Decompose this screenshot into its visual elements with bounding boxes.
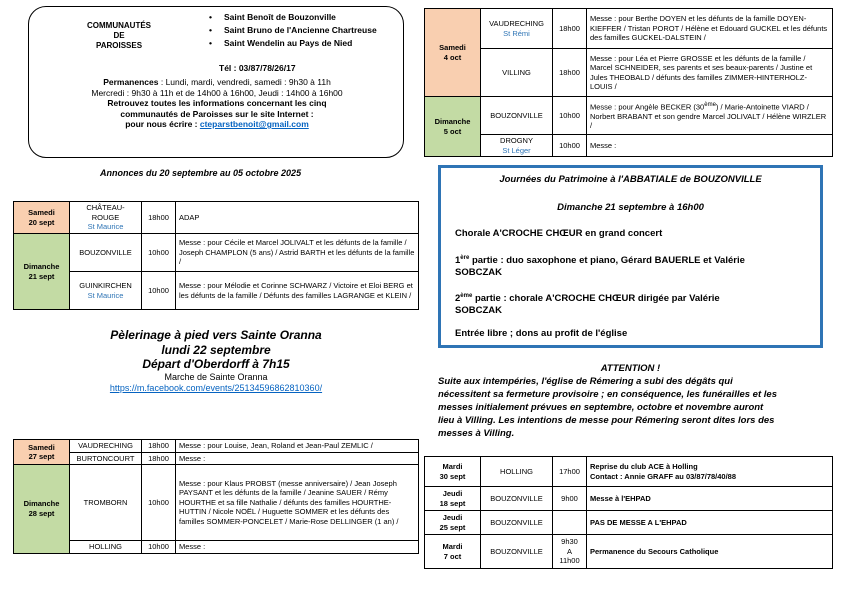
permanence-info: Permanences : Lundi, mardi, vendredi, samedi : 9h30 à 11h Mercredi : 9h30 à 11h et de 14h00 à 16h00, Jeudi : 14h00 à 16h00 Retrouvez toutes les informations concernant les cinq communautés de Paroisses sur le site Internet : pour nous écrire : cteparstbenoit@gmail.com (91, 77, 343, 129)
annonces-title: Annonces du 20 septembre au 05 octobre 2025 (100, 168, 302, 178)
patrimoine-date: Dimanche 21 septembre à 16h00 (557, 202, 704, 213)
table-row: Dimanche 28 sept TROMBORN 10h00 Messe : pour Klaus PROBST (messe anniversaire) / Jean Joseph PAYSANT et les défunts de la famille / Jeanine SAUER / Rémy HOURTHE et sa fille Nathalie / défunts des familles HOURTHE-HUTTIN / Nicole NOËL / Huguette SOMMER et les défunts des familles SOMMER-PONCELET / Marie-Rose DELLINGER (1 an) / (14, 465, 419, 541)
table-row: HOLLING 10h00 Messe : (14, 541, 419, 554)
patrimoine-concert: Chorale A'CROCHE CHŒUR en grand concert (455, 228, 663, 239)
parish-list (209, 11, 377, 50)
telephone: Tél : 03/87/78/26/17 (219, 63, 296, 73)
schedule-table-2 (13, 439, 419, 554)
schedule-table-4 (424, 456, 833, 569)
org-name: COMMUNAUTÉS DE PAROISSES (87, 21, 151, 50)
patrimoine-part-1: 1ère partie : duo saxophone et piano, Gérard BAUERLE et Valérie SOBCZAK (455, 255, 745, 279)
attention-notice: ATTENTION ! Suite aux intempéries, l'église de Rémering a subi des dégâts qui nécessitent sa fermeture provisoire ; en conséquence, les funérailles et les messes initialement prévues en septembre, octobre et novembre auront lieu à Villing. Les intentions de messe pour Rémering seront dites lors des messes à Villing. (438, 363, 777, 439)
table-row: Mardi 7 oct BOUZONVILLE 9h30 A 11h00 Permanence du Secours Catholique (425, 535, 833, 569)
table-row: Mardi 30 sept HOLLING 17h00 Reprise du club ACE à Holling Contact : Annie GRAFF au 03/87/78/40/88 (425, 457, 833, 487)
patrimoine-part-2: 2ème partie : chorale A'CROCHE CHŒUR dirigée par Valérie SOBCZAK (455, 293, 720, 317)
table-row: Samedi 20 sept CHÂTEAU-ROUGE St Maurice 18h00 ADAP (14, 202, 419, 234)
table-row: Dimanche 5 oct BOUZONVILLE 10h00 Messe : pour Angèle BECKER (30ème) / Marie-Antoinette VIARD / Norbert BRABANT et son gendre Marcel JOLIVALT / Hélène WIRZLER / (425, 97, 833, 135)
table-row: Dimanche 21 sept BOUZONVILLE 10h00 Messe : pour Cécile et Marcel JOLIVALT et les défunts de la famille / Joseph CHAMPLON (5 ans) / Astrid BARTH et les défunts de la famille / (14, 234, 419, 272)
table-row: DROGNY St Léger 10h00 Messe : (425, 135, 833, 157)
parish-item: • Saint Bruno de l'Ancienne Chartreuse (209, 24, 377, 37)
parish-item: • Saint Benoît de Bouzonville (209, 11, 377, 24)
table-row: Jeudi 18 sept BOUZONVILLE 9h00 Messe à l'EHPAD (425, 487, 833, 511)
table-row: Jeudi 25 sept BOUZONVILLE PAS DE MESSE A L'EHPAD (425, 511, 833, 535)
table-row: Samedi 27 sept VAUDRECHING 18h00 Messe : pour Louise, Jean, Roland et Jean-Paul ZEMLIC / (14, 440, 419, 453)
parish-item: • Saint Wendelin au Pays de Nied (209, 37, 377, 50)
parish-header-box (28, 6, 404, 158)
table-row: VILLING 18h00 Messe : pour Léa et Pierre GROSSE et les défunts de la famille / Marcel SCHNEIDER, ses parents et ses beaux-parents / Justine et Jules THEOBALD / défunts des familles ZIMMER-HINTERHOLZ-LOUIS / (425, 49, 833, 97)
pelerinage-block: Pèlerinage à pied vers Sainte Oranna lundi 22 septembre Départ d'Oberdorff à 7h15 Marche de Sainte Oranna https://m.facebook.com/events/25134596862810360/ (28, 328, 404, 394)
email-link[interactable]: cteparstbenoit@gmail.com (199, 119, 309, 129)
schedule-table-3 (424, 8, 833, 157)
table-row: GUINKIRCHEN St Maurice 10h00 Messe : pour Mélodie et Corinne SCHWARZ / Victoire et Eloi BERG et les défunts de la famille / Défunts des familles LAGRANGE et KLEIN / (14, 272, 419, 310)
patrimoine-entree: Entrée libre ; dons au profit de l'église (455, 328, 628, 339)
patrimoine-box (438, 165, 823, 348)
patrimoine-title: Journées du Patrimoine à l'ABBATIALE de BOUZONVILLE (499, 174, 762, 185)
schedule-table-1 (13, 201, 419, 310)
facebook-link[interactable]: https://m.facebook.com/events/25134596862810360/ (109, 382, 323, 393)
table-row: BURTONCOURT 18h00 Messe : (14, 452, 419, 465)
table-row: Samedi 4 oct VAUDRECHING St Rémi 18h00 Messe : pour Berthe DOYEN et les défunts de la famille DOYEN-KIEFFER / Tristan POROT / Hélène et Edouard GUCKEL et les défunts des familles GUCKEL-DALSTEIN / (425, 9, 833, 49)
